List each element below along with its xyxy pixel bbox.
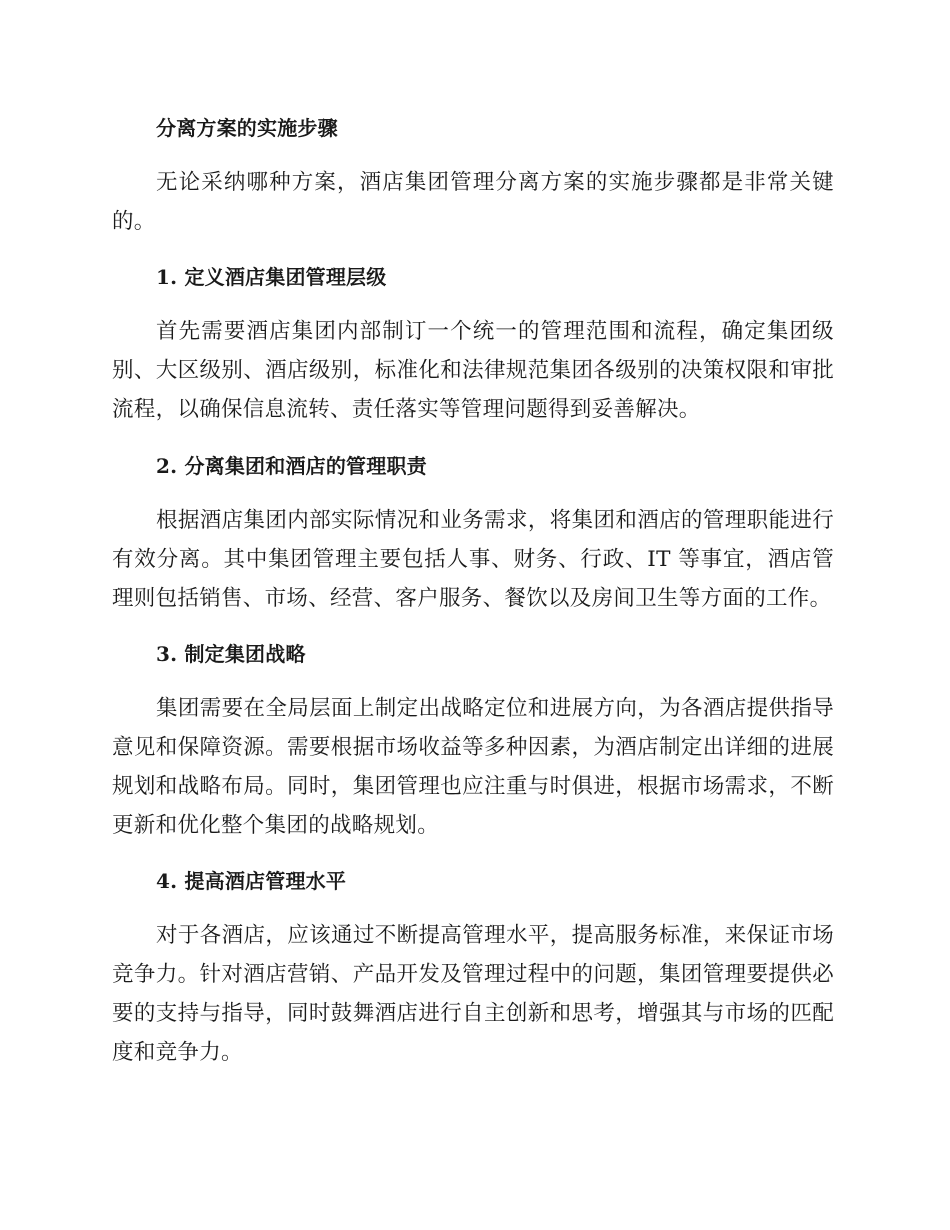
section-heading-step-1: 1. 定义酒店集团管理层级 bbox=[156, 265, 387, 289]
section-heading-step-3: 3. 制定集团战略 bbox=[156, 642, 306, 666]
section-paragraph-step-4: 对于各酒店，应该通过不断提高管理水平，提高服务标准，来保证市场竞争力。针对酒店营销、产品开发及管理过程中的问题，集团管理要提供必要的支持与指导，同时鼓舞酒店进行自主创新和思考，增强其与市场的匹配度和竞争力。 bbox=[112, 923, 834, 1065]
section-heading-step-2: 2. 分离集团和酒店的管理职责 bbox=[156, 454, 427, 478]
document-page bbox=[112, 108, 834, 1072]
section-paragraph-step-1: 首先需要酒店集团内部制订一个统一的管理范围和流程，确定集团级别、大区级别、酒店级别，标准化和法律规范集团各级别的决策权限和审批流程，以确保信息流转、责任落实等管理问题得到妥善解决。 bbox=[112, 319, 834, 422]
section-heading-implementation-steps: 分离方案的实施步骤 bbox=[156, 116, 338, 140]
section-heading-step-4: 4. 提高酒店管理水平 bbox=[156, 869, 347, 893]
section-paragraph-intro: 无论采纳哪种方案，酒店集团管理分离方案的实施步骤都是非常关键的。 bbox=[112, 170, 834, 234]
section-paragraph-step-2: 根据酒店集团内部实际情况和业务需求，将集团和酒店的管理职能进行有效分离。其中集团管理主要包括人事、财务、行政、IT 等事宜，酒店管理则包括销售、市场、经营、客户服务、餐饮以及房间卫生等方面的工作。 bbox=[112, 508, 834, 611]
section-paragraph-step-3: 集团需要在全局层面上制定出战略定位和进展方向，为各酒店提供指导意见和保障资源。需要根据市场收益等多种因素，为酒店制定出详细的进展规划和战略布局。同时，集团管理也应注重与时俱进，根据市场需求，不断更新和优化整个集团的战略规划。 bbox=[112, 696, 834, 838]
